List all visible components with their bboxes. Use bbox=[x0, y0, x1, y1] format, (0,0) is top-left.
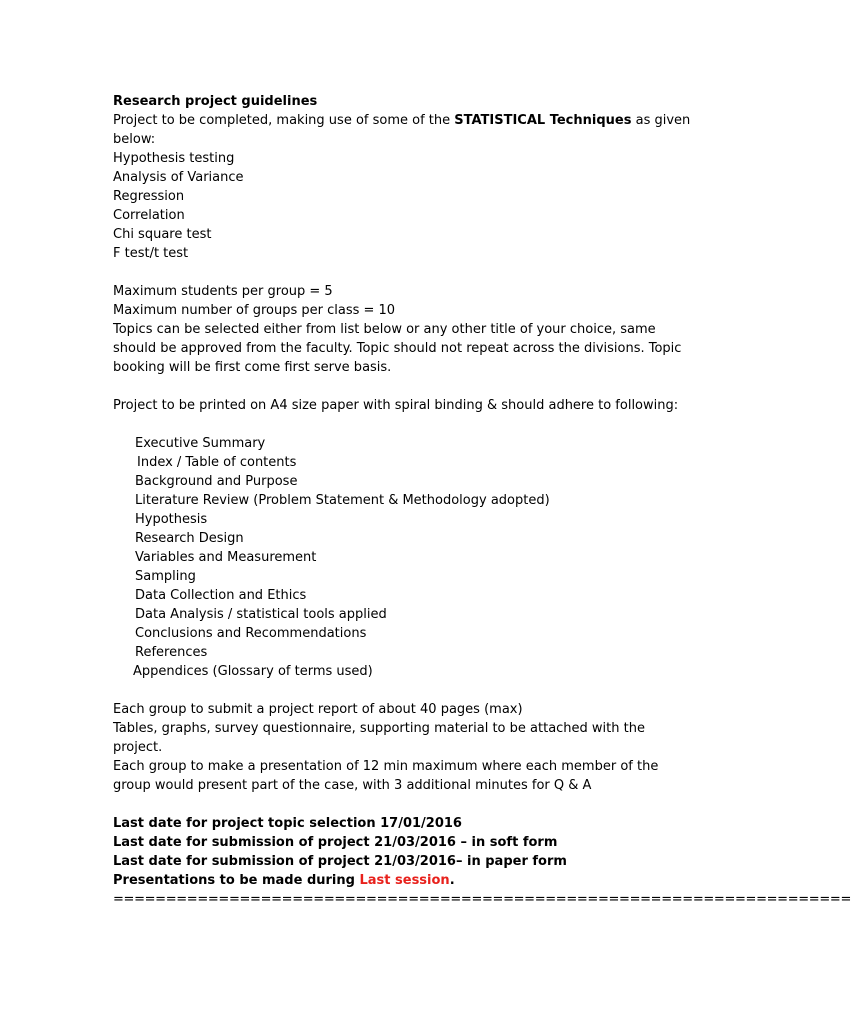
topics-line: should be approved from the faculty. Topic should not repeat across the divisions. Topic bbox=[113, 341, 682, 356]
spacer bbox=[113, 263, 658, 282]
intro-prefix: Project to be completed, making use of some of the bbox=[113, 113, 455, 128]
deadline-paper: Last date for submission of project 21/03/2016– in paper form bbox=[113, 854, 567, 869]
intro-line bbox=[113, 111, 691, 130]
intro-line-2: below: bbox=[113, 132, 156, 147]
section-item: Hypothesis bbox=[135, 512, 208, 527]
topics-line: booking will be first come first serve basis. bbox=[113, 360, 392, 375]
spacer bbox=[113, 795, 658, 814]
presentation-highlight: Last session bbox=[359, 873, 450, 888]
spacer bbox=[113, 377, 658, 396]
section-item: References bbox=[135, 645, 208, 660]
technique-item: F test/t test bbox=[113, 246, 189, 261]
section-item: Sampling bbox=[135, 569, 196, 584]
section-item: Data Analysis / statistical tools applied bbox=[135, 607, 387, 622]
presentation-line bbox=[113, 871, 658, 890]
deadline-topic: Last date for project topic selection 17/01/2016 bbox=[113, 816, 462, 831]
section-item: Appendices (Glossary of terms used) bbox=[133, 664, 373, 679]
section-item: Index / Table of contents bbox=[137, 455, 297, 470]
print-instruction: Project to be printed on A4 size paper with spiral binding & should adhere to following: bbox=[113, 398, 679, 413]
section-item: Variables and Measurement bbox=[135, 550, 317, 565]
report-line: project. bbox=[113, 740, 163, 755]
technique-item: Analysis of Variance bbox=[113, 170, 244, 185]
technique-item: Hypothesis testing bbox=[113, 151, 235, 166]
section-item: Data Collection and Ethics bbox=[135, 588, 307, 603]
presentation-prefix: Presentations to be made during bbox=[113, 873, 360, 888]
report-line: group would present part of the case, with 3 additional minutes for Q & A bbox=[113, 778, 592, 793]
spacer bbox=[113, 681, 658, 700]
separator-rule: ====================================================================== bbox=[113, 892, 851, 907]
presentation-suffix: . bbox=[449, 873, 455, 888]
section-item: Research Design bbox=[135, 531, 244, 546]
technique-item: Regression bbox=[113, 189, 185, 204]
report-line: Tables, graphs, survey questionnaire, supporting material to be attached with the bbox=[113, 721, 645, 736]
document-page bbox=[113, 92, 851, 909]
report-line: Each group to make a presentation of 12 min maximum where each member of the bbox=[113, 759, 659, 774]
topics-line: Topics can be selected either from list below or any other title of your choice, same bbox=[113, 322, 656, 337]
intro-bold: STATISTICAL Techniques bbox=[454, 113, 632, 128]
report-line: Each group to submit a project report of about 40 pages (max) bbox=[113, 702, 523, 717]
deadline-soft: Last date for submission of project 21/03/2016 – in soft form bbox=[113, 835, 558, 850]
document-title: Research project guidelines bbox=[113, 94, 318, 109]
section-item: Conclusions and Recommendations bbox=[135, 626, 367, 641]
spacer bbox=[113, 415, 658, 434]
max-students: Maximum students per group = 5 bbox=[113, 284, 333, 299]
technique-item: Chi square test bbox=[113, 227, 212, 242]
section-item: Background and Purpose bbox=[135, 474, 298, 489]
technique-item: Correlation bbox=[113, 208, 185, 223]
section-item: Executive Summary bbox=[135, 436, 266, 451]
section-item: Literature Review (Problem Statement & Methodology adopted) bbox=[135, 493, 550, 508]
intro-suffix: as given bbox=[631, 113, 691, 128]
max-groups: Maximum number of groups per class = 10 bbox=[113, 303, 396, 318]
